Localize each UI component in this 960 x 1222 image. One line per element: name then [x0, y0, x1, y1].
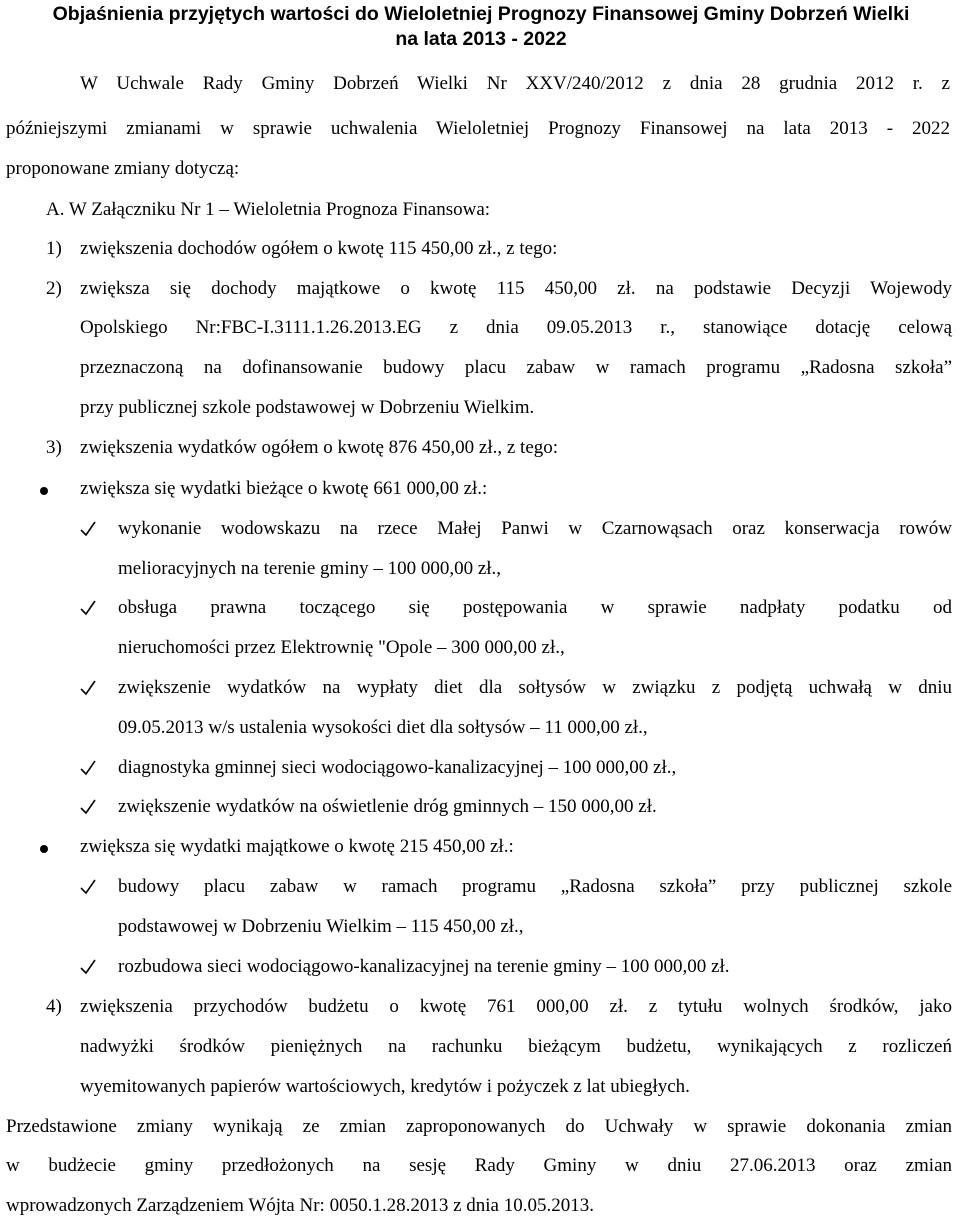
- checkmark-icon: [80, 799, 96, 815]
- check-item-3-line-2: 09.05.2013 w/s ustalenia wysokości diet dla sołtysów – 11 000,00 zł.,: [118, 717, 648, 738]
- item-1-text: zwiększenia dochodów ogółem o kwotę 115 450,00 zł., z tego:: [80, 238, 558, 259]
- check-item-1-line-1: wykonanie wodowskazu na rzece Małej Panwi w Czarnowąsach oraz konserwacja rowów: [118, 518, 952, 539]
- closing-line-1: Przedstawione zmiany wynikają ze zmian zaproponowanych do Uchwały w sprawie dokonania zmian: [6, 1116, 952, 1137]
- checkmark-icon: [80, 879, 96, 895]
- checkmark-icon: [80, 680, 96, 696]
- closing-line-2: w budżecie gminy przedłożonych na sesję Rady Gminy w dniu 27.06.2013 oraz zmian: [6, 1155, 952, 1176]
- check-item-2-line-2: nieruchomości przez Elektrownię "Opole – 300 000,00 zł.,: [118, 637, 565, 658]
- intro-line-2: późniejszymi zmianami w sprawie uchwalenia Wieloletniej Prognozy Finansowej na lata 2013 - 2022: [6, 118, 950, 139]
- item-2-marker: 2): [46, 278, 62, 299]
- item-2-line-3: przeznaczoną na dofinansowanie budowy placu zabaw w ramach programu „Radosna szkoła”: [80, 357, 952, 378]
- bullet-1-text: zwiększa się wydatki bieżące o kwotę 661 000,00 zł.:: [80, 478, 488, 499]
- item-4-line-2: nadwyżki środków pieniężnych na rachunku bieżącym budżetu, wynikających z rozliczeń: [80, 1036, 952, 1057]
- check-item-2-line-1: obsługa prawna toczącego się postępowania w sprawie nadpłaty podatku od: [118, 597, 952, 618]
- bullet-2-text: zwiększa się wydatki majątkowe o kwotę 215 450,00 zł.:: [80, 836, 514, 857]
- item-4-line-3: wyemitowanych papierów wartościowych, kredytów i pożyczek z lat ubiegłych.: [80, 1076, 690, 1097]
- item-3-text: zwiększenia wydatków ogółem o kwotę 876 450,00 zł., z tego:: [80, 437, 559, 458]
- item-2-line-4: przy publicznej szkole podstawowej w Dobrzeniu Wielkim.: [80, 397, 535, 418]
- checkmark-icon: [80, 959, 96, 975]
- bullet-icon: [40, 487, 48, 495]
- section-a-heading: A. W Załączniku Nr 1 – Wieloletnia Prognoza Finansowa:: [46, 199, 491, 220]
- checkmark-icon: [80, 760, 96, 776]
- item-2-line-1: zwiększa się dochody majątkowe o kwotę 115 450,00 zł. na podstawie Decyzji Wojewody: [80, 278, 952, 299]
- item-1-marker: 1): [46, 238, 62, 259]
- item-4-line-1: zwiększenia przychodów budżetu o kwotę 761 000,00 zł. z tytułu wolnych środków, jako: [80, 996, 952, 1017]
- title-line-1: Objaśnienia przyjętych wartości do Wieloletniej Prognozy Finansowej Gminy Dobrzeń Wielki: [52, 3, 910, 25]
- title-line-2: na lata 2013 - 2022: [395, 28, 567, 50]
- checkmark-icon: [80, 521, 96, 537]
- item-2-line-2: Opolskiego Nr:FBC-I.3111.1.26.2013.EG z dnia 09.05.2013 r., stanowiące dotację celową: [80, 317, 952, 338]
- check-item-6-line-1: budowy placu zabaw w ramach programu „Radosna szkoła” przy publicznej szkole: [118, 876, 952, 897]
- document-title: [6, 2, 956, 52]
- check-item-6-line-2: podstawowej w Dobrzeniu Wielkim – 115 450,00 zł.,: [118, 916, 524, 937]
- check-item-7-text: rozbudowa sieci wodociągowo-kanalizacyjnej na terenie gminy – 100 000,00 zł.: [118, 956, 730, 977]
- intro-line-1: W Uchwale Rady Gminy Dobrzeń Wielki Nr XXV/240/2012 z dnia 28 grudnia 2012 r. z: [80, 73, 950, 94]
- intro-line-3: proponowane zmiany dotyczą:: [6, 158, 240, 179]
- check-item-1-line-2: melioracyjnych na terenie gminy – 100 000,00 zł.,: [118, 558, 502, 579]
- check-item-4-text: diagnostyka gminnej sieci wodociągowo-kanalizacyjnej – 100 000,00 zł.,: [118, 757, 677, 778]
- closing-line-3: wprowadzonych Zarządzeniem Wójta Nr: 0050.1.28.2013 z dnia 10.05.2013.: [6, 1195, 594, 1216]
- item-4-marker: 4): [46, 996, 62, 1017]
- check-item-5-text: zwiększenie wydatków na oświetlenie dróg gminnych – 150 000,00 zł.: [118, 796, 657, 817]
- item-3-marker: 3): [46, 437, 62, 458]
- bullet-icon: [40, 845, 48, 853]
- check-item-3-line-1: zwiększenie wydatków na wypłaty diet dla sołtysów w związku z podjętą uchwałą w dniu: [118, 677, 952, 698]
- checkmark-icon: [80, 600, 96, 616]
